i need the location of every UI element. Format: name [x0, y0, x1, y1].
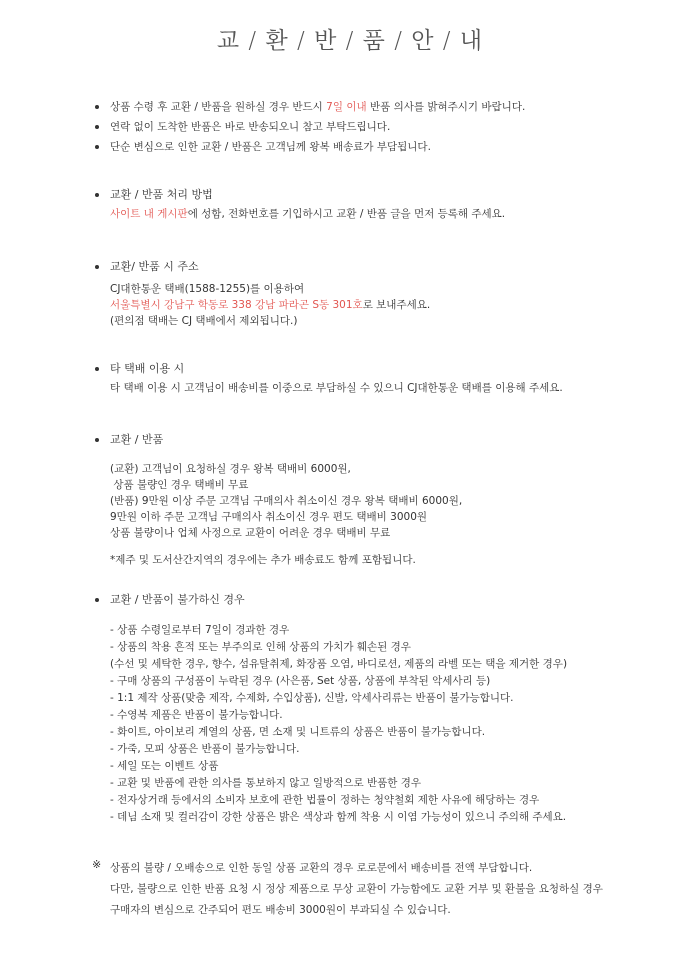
- bullet-dot: [95, 193, 99, 197]
- section-heading: [95, 187, 505, 203]
- intro-highlight: 7일 이내: [326, 101, 367, 113]
- body-text: (편의점 택배는 CJ 택배에서 제외됩니다.): [110, 315, 298, 327]
- bullet-dot: [95, 367, 99, 371]
- address-line: [110, 297, 430, 313]
- board-link[interactable]: 사이트 내 게시판: [110, 208, 188, 220]
- condition-line: - 구매 상품의 구성품이 누락된 경우 (사은품, Set 상품, 상품에 부착된 악세사리 등): [110, 675, 491, 687]
- bullet-dot: [95, 438, 99, 442]
- unavailable-section: [95, 592, 567, 826]
- page-title: 교 / 환 / 반 / 품 / 안 / 내: [216, 28, 484, 54]
- intro-item: [95, 117, 525, 137]
- condition-line: - 상품의 착용 흔적 또는 부주의로 인해 상품의 가치가 훼손된 경우: [110, 641, 411, 653]
- section-body: [110, 281, 430, 329]
- condition-line: - 상품 수령일로부터 7일이 경과한 경우: [110, 624, 290, 636]
- condition-line: - 전자상거래 등에서의 소비자 보호에 관한 법률이 정하는 청약철회 제한 사유에 해당하는 경우: [110, 794, 540, 806]
- condition-line: - 세일 또는 이벤트 상품: [110, 760, 219, 772]
- section-heading: [95, 259, 430, 275]
- bullet-dot: [95, 105, 99, 109]
- condition-line: - 가죽, 모피 상품은 반품이 불가능합니다.: [110, 743, 300, 755]
- condition-line: (수선 및 세탁한 경우, 향수, 섬유탈취제, 화장품 오염, 바디로션, 제품의 라벨 또는 택을 제거한 경우): [110, 658, 568, 670]
- section-body: [110, 622, 567, 826]
- footer-note: [110, 858, 603, 921]
- fee-line: (교환) 고객님이 요청하실 경우 왕복 택배비 6000원,: [110, 463, 351, 475]
- condition-line: - 데님 소재 및 컬러감이 강한 상품은 밝은 색상과 함께 착용 시 이염 가능성이 있으니 주의해 주세요.: [110, 811, 567, 823]
- condition-line: - 화이트, 아이보리 계열의 상품, 면 소재 및 니트류의 상품은 반품이 불가능합니다.: [110, 726, 486, 738]
- fee-note: *제주 및 도서산간지역의 경우에는 추가 배송료도 함께 포함됩니다.: [110, 554, 416, 566]
- heading-text: 교환 / 반품이 불가하신 경우: [110, 593, 245, 606]
- other-courier-section: [95, 361, 563, 396]
- process-section: [95, 187, 505, 222]
- reference-mark: ※: [92, 858, 102, 871]
- fee-line: 상품 불량인 경우 택배비 무료: [110, 479, 249, 491]
- section-heading: [95, 361, 563, 377]
- heading-text: 교환/ 반품 시 주소: [110, 260, 199, 273]
- body-text: 에 성함, 전화번호를 기입하시고 교환 / 반품 글을 먼저 등록해 주세요.: [187, 208, 506, 220]
- bullet-dot: [95, 265, 99, 269]
- intro-item: [95, 137, 525, 157]
- section-body: 타 택배 이용 시 고객님이 배송비를 이중으로 부담하실 수 있으니 CJ대한통운 택배를 이용해 주세요.: [110, 382, 563, 394]
- section-body: [110, 461, 462, 568]
- heading-text: 교환 / 반품: [110, 433, 164, 446]
- intro-list: [95, 97, 525, 157]
- condition-line: - 1:1 제작 상품(맞춤 제작, 수제화, 수입상품), 신발, 악세사리류는 반품이 불가능합니다.: [110, 692, 514, 704]
- intro-text: 상품 수령 후 교환 / 반품을 원하실 경우 반드시: [110, 101, 327, 113]
- section-heading: [95, 592, 567, 608]
- footer-line: 상품의 불량 / 오배송으로 인한 동일 상품 교환의 경우 로로문에서 배송비를 전액 부담합니다.: [110, 862, 533, 874]
- body-text: CJ대한통운 택배(1588-1255)를 이용하여: [110, 283, 305, 295]
- bullet-dot: [95, 598, 99, 602]
- fee-line: 9만원 이하 주문 고객님 구매의사 취소이신 경우 편도 택배비 3000원: [110, 511, 428, 523]
- footer-line: 구매자의 변심으로 간주되어 편도 배송비 3000원이 부과되실 수 있습니다.: [110, 904, 451, 916]
- condition-line: - 수영복 제품은 반품이 불가능합니다.: [110, 709, 283, 721]
- return-address: 서울특별시 강남구 학동로 338 강남 파라곤 S동 301호: [110, 299, 363, 311]
- section-body: [110, 206, 505, 222]
- fee-line: (반품) 9만원 이상 주문 고객님 구매의사 취소이신 경우 왕복 택배비 6000원,: [110, 495, 463, 507]
- bullet-dot: [95, 145, 99, 149]
- body-text: 로 보내주세요.: [362, 299, 431, 311]
- intro-text: 단순 변심으로 인한 교환 / 반품은 고객님께 왕복 배송료가 부담됩니다.: [110, 141, 431, 153]
- heading-text: 타 택배 이용 시: [110, 362, 185, 375]
- exchange-section: [95, 432, 462, 568]
- section-heading: [95, 432, 462, 448]
- address-section: [95, 259, 430, 329]
- heading-text: 교환 / 반품 처리 방법: [110, 188, 213, 201]
- intro-item: [95, 97, 525, 117]
- intro-text: 연락 없이 도착한 반품은 바로 반송되오니 참고 부탁드립니다.: [110, 121, 391, 133]
- condition-line: - 교환 및 반품에 관한 의사를 통보하지 않고 일방적으로 반품한 경우: [110, 777, 422, 789]
- fee-line: 상품 불량이나 업체 사정으로 교환이 어려운 경우 택배비 무료: [110, 527, 391, 539]
- footer-line: 다만, 불량으로 인한 반품 요청 시 정상 제품으로 무상 교환이 가능함에도 교환 거부 및 환불을 요청하실 경우: [110, 883, 603, 895]
- bullet-dot: [95, 125, 99, 129]
- intro-text: 반품 의사를 밝혀주시기 바랍니다.: [366, 101, 526, 113]
